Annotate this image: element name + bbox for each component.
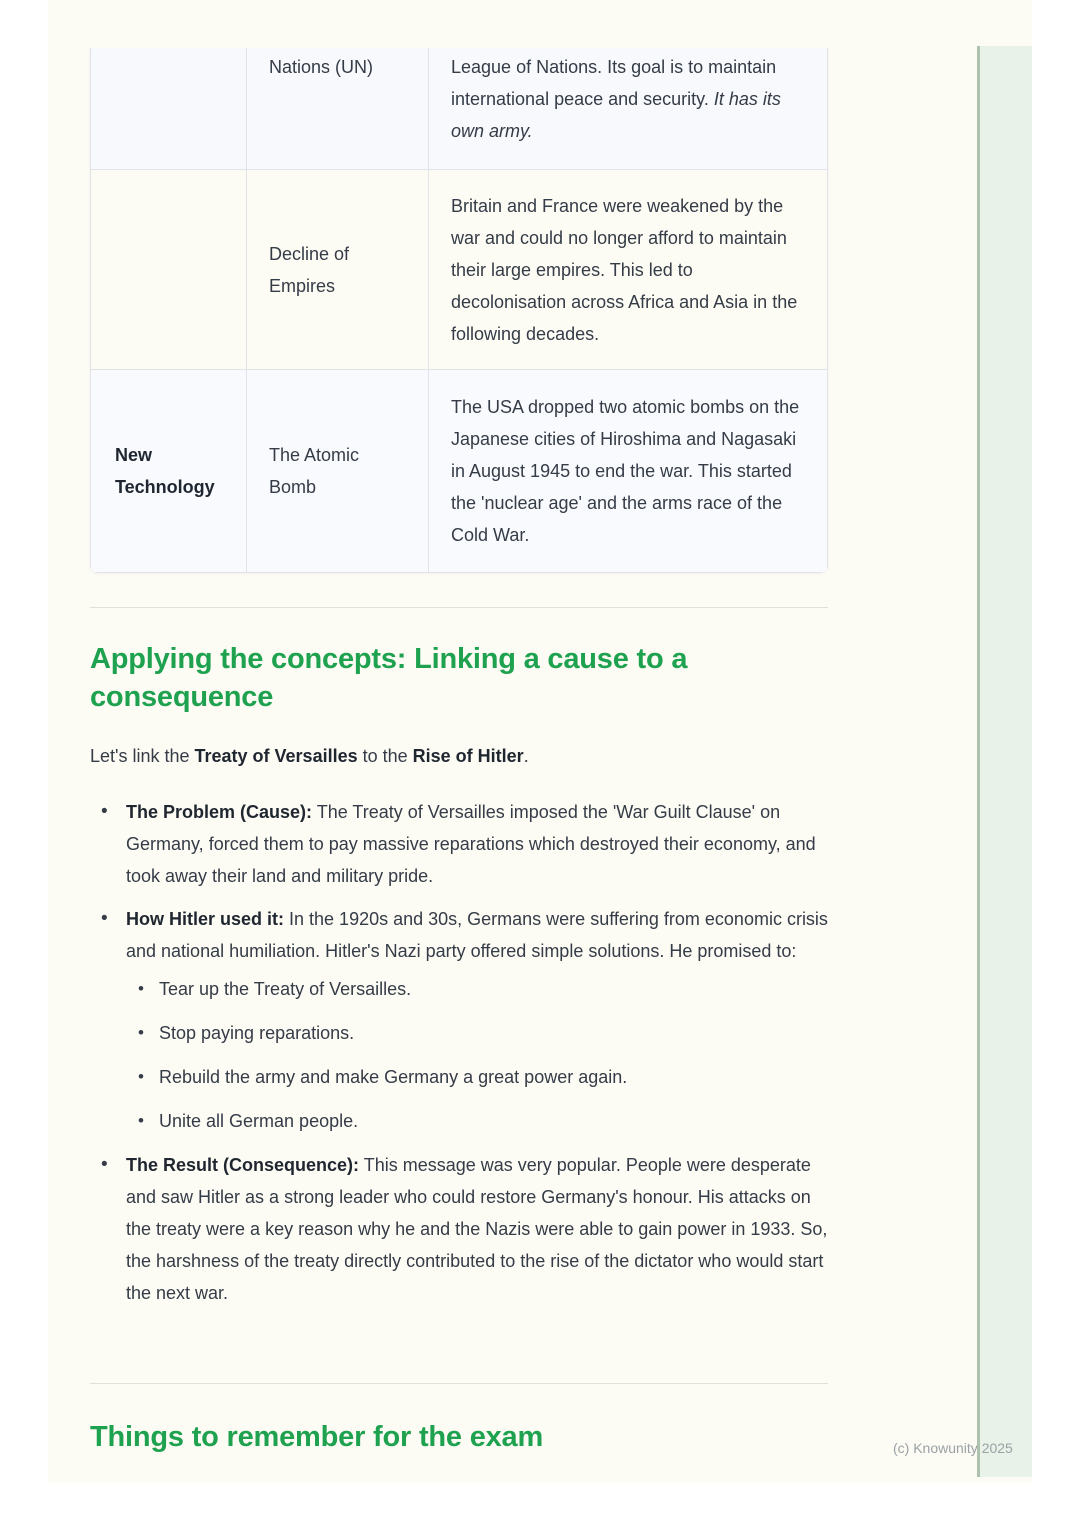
section-divider xyxy=(90,1383,828,1384)
table-cell-category-row3: New Technology xyxy=(90,370,247,573)
section-heading-things-to-remember: Things to remember for the exam xyxy=(90,1421,544,1453)
sub-list-item-promise: • Tear up the Treaty of Versailles. xyxy=(126,973,830,1005)
section-divider xyxy=(90,607,828,608)
right-accent-band xyxy=(977,46,1032,1477)
table-cell-description-row1: League of Nations. Its goal is to maintain international peace and security. It has its own army. xyxy=(429,48,828,170)
table-cell-description-row2: Britain and France were weakened by the war and could no longer afford to maintain their large empires. This led to decolonisation across Africa and Asia in the following decades. xyxy=(429,170,828,370)
intro-paragraph: Let's link the Treaty of Versailles to the Rise of Hitler. xyxy=(90,746,529,766)
table-cell-item-row1: Nations (UN) xyxy=(247,48,429,170)
list-item-result: • The Result (Consequence): This message was very popular. People were desperate and saw Hitler as a strong leader who could restore Germany's honour. His attacks on the treaty were a key reason why he and the Nazis were able to gain power in 1933. So, the harshness of the treaty directly contributed to the rise of the dictator who would start the next war. xyxy=(90,1149,830,1309)
table-cell-item-row2: Decline of Empires xyxy=(247,170,429,370)
table-cell-category-row2 xyxy=(90,170,247,370)
sub-list-item-promise: • Unite all German people. xyxy=(126,1105,830,1137)
table-cell-category-row1 xyxy=(90,48,247,170)
document-page xyxy=(48,0,1032,1483)
cause-consequence-list xyxy=(90,796,830,1309)
list-item-how-hitler-used-it: • How Hitler used it: In the 1920s and 30s, Germans were suffering from economic crisis and national humiliation. Hitler's Nazi party offered simple solutions. He promised to: • Tear up the Treaty of Versailles. • Stop paying reparations. • Rebuild the army and make Germany a great power again. • Unite all German people. xyxy=(90,903,830,1137)
table-cell-item-row3: The Atomic Bomb xyxy=(247,370,429,573)
promises-sub-list xyxy=(126,973,830,1137)
table-cell-description-row3: The USA dropped two atomic bombs on the Japanese cities of Hiroshima and Nagasaki in August 1945 to end the war. This started the 'nuclear age' and the arms race of the Cold War. xyxy=(429,370,828,573)
section-heading-applying-concepts: Applying the concepts: Linking a cause to a consequence xyxy=(90,643,688,713)
sub-list-item-promise: • Rebuild the army and make Germany a great power again. xyxy=(126,1061,830,1093)
list-item-problem: • The Problem (Cause): The Treaty of Versailles imposed the 'War Guilt Clause' on Germany, forced them to pay massive reparations which destroyed their economy, and took away their land and military pride. xyxy=(90,796,830,892)
sub-list-item-promise: • Stop paying reparations. xyxy=(126,1017,830,1049)
copyright-watermark: (c) Knowunity 2025 xyxy=(893,1440,1013,1456)
consequences-table xyxy=(90,48,828,573)
